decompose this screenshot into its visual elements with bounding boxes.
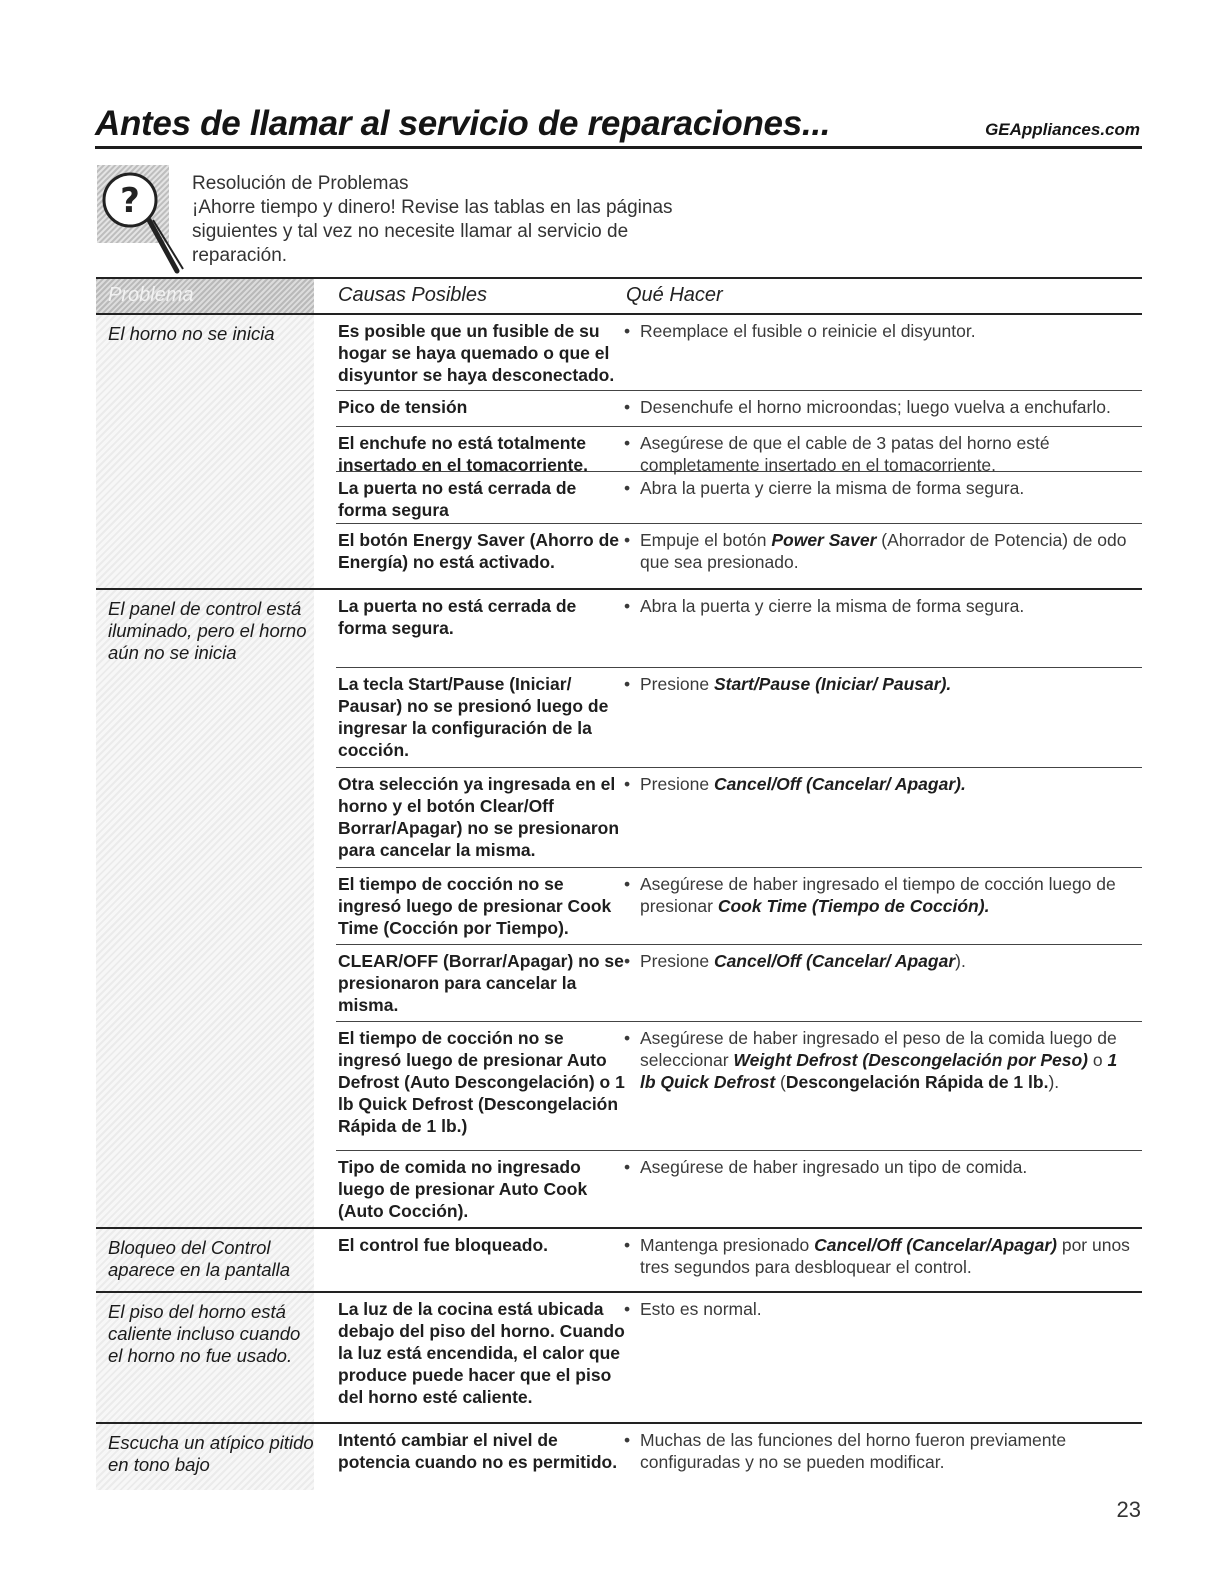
problem-cell: El horno no se inicia: [96, 315, 314, 588]
cause-text: Intentó cambiar el nivel de potencia cuando no es permitido.: [338, 1430, 618, 1472]
table-row: [336, 427, 1142, 475]
column-header-causes: Causas Posibles: [338, 284, 487, 306]
svg-text:?: ?: [120, 181, 140, 221]
action-text: • Presione Cancel/Off (Cancelar/ Apagar).: [624, 951, 966, 971]
cause-text: La puerta no está cerrada de forma segura.: [338, 596, 577, 638]
intro-text: [192, 172, 712, 268]
action-text: • Abra la puerta y cierre la misma de forma segura.: [624, 478, 1025, 498]
action-text: • Empuje el botón Power Saver (Ahorrador de Potencia) de odo que sea presionado.: [624, 530, 1127, 572]
cause-text: El tiempo de cocción no se ingresó luego de presionar Cook Time (Cocción por Tiempo).: [338, 874, 612, 938]
problem-cell: Escucha un atípico pitido en tono bajo: [96, 1424, 314, 1490]
action-text: • Muchas de las funciones del horno fueron previamente configuradas y no se pueden modificar.: [624, 1430, 1067, 1472]
problem-cell: El piso del horno está caliente incluso cuando el horno no fue usado.: [96, 1293, 314, 1422]
problem-section: [96, 1424, 1142, 1490]
table-row: [336, 945, 1142, 1022]
cause-text: La puerta no está cerrada de forma segura: [338, 478, 577, 520]
cause-text: El tiempo de cocción no se ingresó luego de presionar Auto Defrost (Auto Descongelación) o 1 lb Quick Defrost (Descongelación Rápida de 1 lb.): [338, 1028, 625, 1136]
table-row: [336, 1293, 1142, 1424]
page-title: Antes de llamar al servicio de reparaciones...: [95, 104, 831, 143]
table-row: [336, 1424, 1142, 1490]
action-text: • Asegúrese de que el cable de 3 patas del horno esté completamente insertado en el tomacorriente.: [624, 433, 1050, 475]
action-text: • Asegúrese de haber ingresado un tipo de comida.: [624, 1157, 1028, 1177]
table-row: [336, 668, 1142, 768]
cause-text: Otra selección ya ingresada en el horno y el botón Clear/Off Borrar/Apagar) no se presionaron para cancelar la misma.: [338, 774, 620, 860]
action-text: • Asegúrese de haber ingresado el tiempo de cocción luego de presionar Cook Time (Tiempo de Cocción).: [624, 874, 1116, 916]
column-header-problem: Problema: [96, 279, 314, 313]
table-row: [336, 524, 1142, 590]
table-row: [336, 315, 1142, 391]
table-row: [336, 590, 1142, 668]
problem-section: [96, 590, 1142, 1229]
cause-text: CLEAR/OFF (Borrar/Apagar) no se presionaron para cancelar la misma.: [338, 951, 624, 1015]
intro-heading: Resolución de Problemas: [192, 173, 409, 194]
cause-text: El botón Energy Saver (Ahorro de Energía) no está activado.: [338, 530, 620, 572]
action-text: • Asegúrese de haber ingresado el peso de la comida luego de seleccionar Weight Defrost (Descongelación por Peso) o 1 lb Quick Defrost (Descongelación Rápida de 1 lb.).: [624, 1028, 1118, 1092]
cause-text: Tipo de comida no ingresado luego de presionar Auto Cook (Auto Cocción).: [338, 1157, 588, 1221]
question-mark-help-icon: [97, 165, 193, 277]
action-text: • Desenchufe el horno microondas; luego vuelva a enchufarlo.: [624, 397, 1111, 417]
website-label: GEAppliances.com: [985, 120, 1140, 139]
action-text: • Abra la puerta y cierre la misma de forma segura.: [624, 596, 1025, 616]
table-row: [336, 868, 1142, 945]
table-row: [336, 768, 1142, 868]
action-text: • Mantenga presionado Cancel/Off (Cancelar/Apagar) por unos tres segundos para desbloquear el control.: [624, 1235, 1130, 1277]
table-row: [336, 472, 1142, 524]
action-text: • Presione Start/Pause (Iniciar/ Pausar).: [624, 674, 952, 694]
table-row: [336, 1151, 1142, 1229]
cause-text: Es posible que un fusible de su hogar se haya quemado o que el disyuntor se haya desconectado.: [338, 321, 615, 385]
cause-text: La tecla Start/Pause (Iniciar/ Pausar) no se presionó luego de ingresar la configuración de la cocción.: [338, 674, 609, 760]
title-rule: [95, 146, 1142, 149]
column-header-action: Qué Hacer: [626, 284, 723, 306]
table-row: [336, 391, 1142, 427]
problem-section: [96, 315, 1142, 590]
action-text: • Esto es normal.: [624, 1299, 762, 1319]
table-header: [96, 277, 1142, 315]
page-number: 23: [1116, 1497, 1141, 1522]
action-text: • Presione Cancel/Off (Cancelar/ Apagar).: [624, 774, 966, 794]
cause-text: El control fue bloqueado.: [338, 1235, 548, 1255]
problem-section: [96, 1293, 1142, 1424]
problem-cell: El panel de control está iluminado, pero el horno aún no se inicia: [96, 590, 314, 1227]
problem-cell: Bloqueo del Control aparece en la pantalla: [96, 1229, 314, 1291]
cause-text: La luz de la cocina está ubicada debajo del piso del horno. Cuando la luz está encendida, el calor que produce puede hacer que el piso del horno esté caliente.: [338, 1299, 625, 1407]
table-row: [336, 1229, 1142, 1293]
cause-text: Pico de tensión: [338, 397, 468, 417]
table-row: [336, 1022, 1142, 1151]
cause-text: El enchufe no está totalmente insertado en el tomacorriente.: [338, 433, 588, 475]
intro-body: ¡Ahorre tiempo y dinero! Revise las tablas en las páginas siguientes y tal vez no necesite llamar al servicio de reparación.: [192, 197, 673, 266]
problem-section: [96, 1229, 1142, 1293]
action-text: • Reemplace el fusible o reinicie el disyuntor.: [624, 321, 976, 341]
